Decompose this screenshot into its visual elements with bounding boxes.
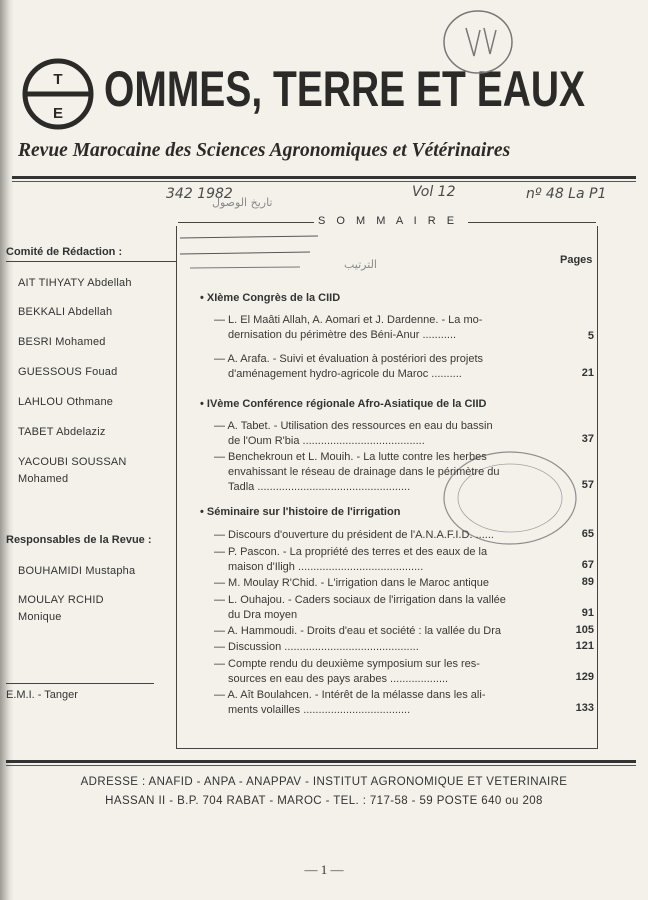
section-title: • XIème Congrès de la CIID — [200, 292, 341, 304]
committee-rule — [6, 261, 176, 262]
toc-entry — [214, 657, 480, 687]
journal-title: OMMES, TERRE ET EAUX — [104, 61, 586, 117]
toc-entry-line: — A. Tabet. - Utilisation des ressources en eau du bassin — [214, 420, 493, 432]
address-line: HASSAN II - B.P. 704 RABAT - MAROC - TEL. : 717-58 - 59 POSTE 640 ou 208 — [105, 795, 543, 807]
pages-label: Pages — [560, 254, 593, 266]
toc-entry-line: ments volailles ................................... — [228, 704, 411, 716]
toc-entry — [214, 528, 494, 543]
printer-rule — [6, 683, 154, 684]
handwritten-volume: Vol 12 — [412, 184, 456, 200]
toc-entry-line: Tadla .................................................. — [228, 481, 411, 493]
toc-entry — [214, 624, 501, 639]
toc-entry-line: — P. Pascon. - La propriété des terres et des eaux de la — [214, 546, 488, 558]
svg-text:E: E — [52, 105, 64, 122]
toc-page-number: 5 — [587, 330, 594, 342]
toc-page-number: 91 — [581, 607, 594, 619]
committee-member: LAHLOU Othmane — [18, 396, 114, 408]
toc-page-number: 37 — [581, 433, 594, 445]
toc-entry — [214, 640, 419, 655]
toc-entry-line: — A. Arafa. - Suivi et évaluation à postériori des projets — [214, 353, 484, 365]
sommaire-heading: S O M M A I R E — [318, 215, 459, 227]
journal-logo — [20, 56, 96, 132]
svg-text:T: T — [53, 71, 63, 88]
toc-entry-line: — L. El Maâti Allah, A. Aomari et J. Dardenne. - La mo- — [214, 314, 483, 326]
responsable-member: MOULAY RCHID — [18, 594, 104, 606]
toc-entry — [214, 545, 487, 575]
section-title: • IVème Conférence régionale Afro-Asiatique de la CIID — [200, 398, 487, 410]
toc-page-number: 57 — [581, 479, 594, 491]
toc-entry-line: sources en eau des pays arabes ................... — [228, 673, 449, 685]
handwritten-ref: 342 1982 — [166, 186, 233, 202]
printer-name: E.M.I. - Tanger — [6, 689, 78, 701]
committee-member: GUESSOUS Fouad — [18, 366, 118, 378]
library-stamp-text-2: الترتيب — [344, 258, 377, 271]
toc-entry — [214, 593, 506, 623]
toc-entry-line: — A. Hammoudi. - Droits d'eau et société : la vallée du Dra — [214, 625, 502, 637]
committee-member: AIT TIHYATY Abdellah — [18, 277, 132, 289]
toc-entry-line: — A. Aît Boulahcen. - Intérêt de la mélasse dans les ali- — [214, 689, 486, 701]
toc-page-number: 129 — [575, 671, 594, 683]
toc-entry — [214, 576, 489, 591]
responsable-member: Monique — [18, 611, 62, 623]
handwritten-issue: nº 48 La P1 — [526, 186, 607, 202]
address-line: ADRESSE : ANAFID - ANPA - ANAPPAV - INSTITUT AGRONOMIQUE ET VETERINAIRE — [80, 776, 568, 788]
toc-page-number: 65 — [581, 528, 594, 540]
toc-page-number: 133 — [575, 702, 594, 714]
committee-member: YACOUBI SOUSSAN — [18, 456, 127, 468]
toc-entry-line: maison d'Iligh ......................................... — [228, 561, 424, 573]
toc-entry-line: — Compte rendu du deuxième symposium sur les res- — [214, 658, 480, 670]
toc-entry-line: du Dra moyen — [228, 609, 298, 621]
journal-subtitle: Revue Marocaine des Sciences Agronomiques et Vétérinaires — [18, 140, 511, 161]
section-title: • Séminaire sur l'histoire de l'irrigation — [200, 506, 401, 518]
toc-entry-line: — M. Moulay R'Chid. - L'irrigation dans le Maroc antique — [214, 577, 490, 589]
responsable-member: BOUHAMIDI Mustapha — [18, 565, 136, 577]
committee-member: Mohamed — [18, 473, 69, 485]
toc-entry — [214, 450, 500, 495]
toc-entry-line: — L. Ouhajou. - Caders sociaux de l'irrigation dans la vallée — [214, 594, 506, 606]
toc-entry-line: — Discours d'ouverture du président de l'A.N.A.F.I.D. ...... — [214, 529, 494, 541]
masthead-rule — [12, 176, 636, 179]
masthead-rule-thin — [12, 181, 636, 182]
committee-member: TABET Abdelaziz — [18, 426, 106, 438]
circled-handwritten-mark — [440, 6, 516, 78]
toc-page-number: 89 — [581, 576, 594, 588]
toc-entry-line: de l'Oum R'bia ........................................ — [228, 435, 425, 447]
toc-entry-line: — Discussion ............................................ — [214, 641, 419, 653]
library-stamp-text: تاريخ الوصول — [212, 196, 273, 209]
toc-entry-line: — Benchekroun et L. Mouih. - La lutte contre les herbes — [214, 451, 487, 463]
footer-rule — [6, 760, 636, 763]
committee-heading: Comité de Rédaction : — [6, 246, 123, 258]
toc-entry — [214, 419, 493, 449]
page-number: — 1 — — [304, 862, 344, 877]
toc-page-number: 121 — [575, 640, 594, 652]
toc-entry-line: d'aménagement hydro-agricole du Maroc .......... — [228, 368, 462, 380]
footer-rule-thin — [6, 765, 636, 766]
toc-entry — [214, 352, 483, 382]
committee-member: BESRI Mohamed — [18, 336, 106, 348]
committee-member: BEKKALI Abdellah — [18, 306, 113, 318]
toc-entry-line: envahissant le réseau de drainage dans le périmètre du — [228, 466, 500, 478]
toc-entry — [214, 688, 485, 718]
toc-entry-line: dernisation du périmètre des Béni-Anur ........... — [228, 329, 457, 341]
responsables-heading: Responsables de la Revue : — [6, 534, 152, 546]
toc-page-number: 21 — [581, 367, 594, 379]
toc-page-number: 67 — [581, 559, 594, 571]
sommaire-rule-right — [468, 222, 596, 223]
toc-page-number: 105 — [575, 624, 594, 636]
toc-entry — [214, 313, 482, 343]
sommaire-rule-left — [178, 222, 314, 223]
